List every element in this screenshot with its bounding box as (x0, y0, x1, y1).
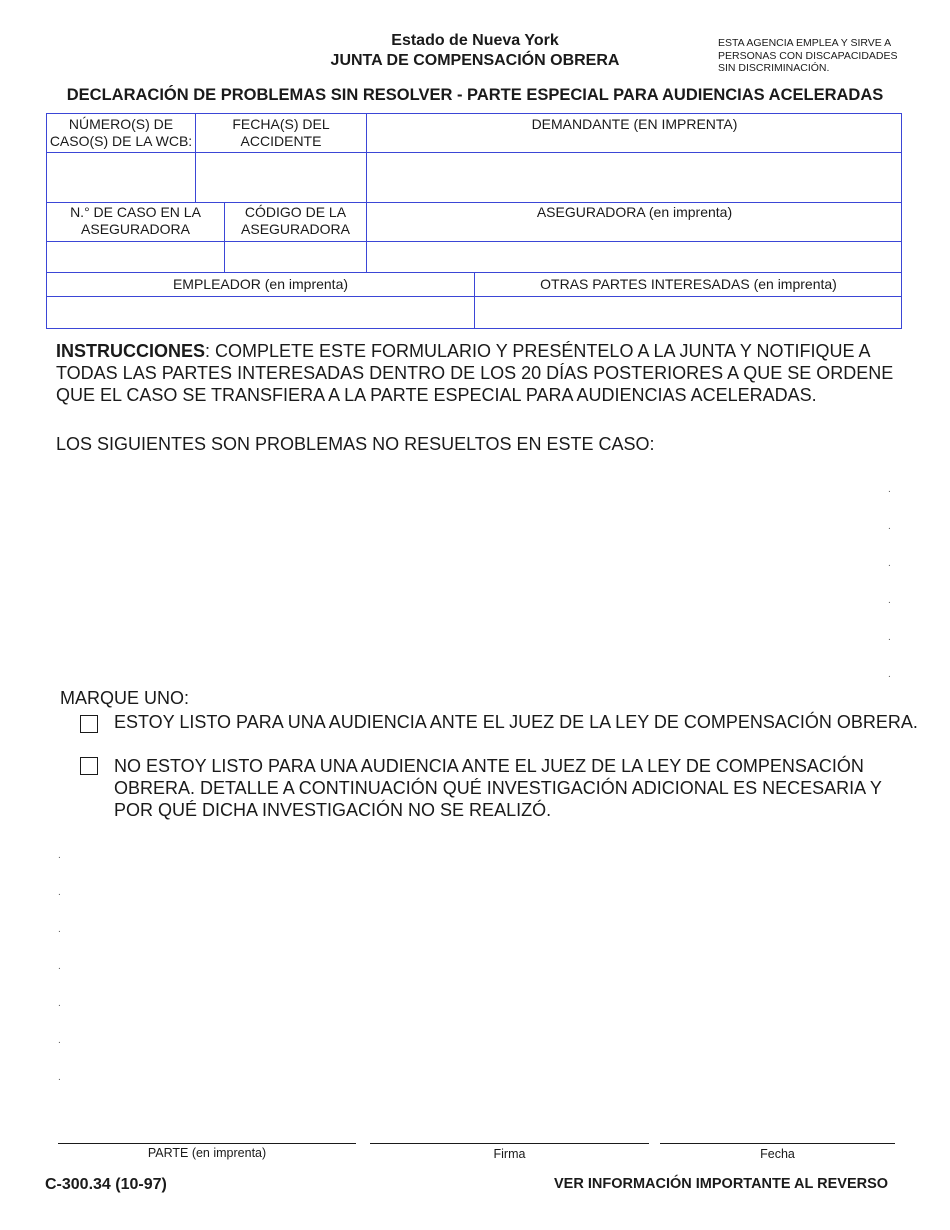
label-line: FECHA(S) DEL (232, 116, 330, 132)
label-line: CÓDIGO DE LA (244, 204, 347, 220)
line-dot: . (58, 961, 61, 972)
carrier-field[interactable] (367, 242, 901, 272)
mark-one-label: MARQUE UNO: (60, 688, 190, 708)
claimant-label: DEMANDANTE (EN IMPRENTA) (531, 116, 738, 132)
line-dot: . (58, 1072, 61, 1083)
party-label: PARTE (en imprenta) (147, 1146, 267, 1160)
notice-line: SIN DISCRIMINACIÓN. (718, 62, 830, 74)
ready-checkbox[interactable] (80, 715, 98, 733)
employer-label: EMPLEADOR (en imprenta) (172, 276, 349, 292)
line-dot: . (888, 521, 891, 532)
board-title: JUNTA DE COMPENSACIÓN OBRERA (330, 52, 620, 69)
not-ready-checkbox[interactable] (80, 757, 98, 775)
see-reverse-note: VER INFORMACIÓN IMPORTANTE AL REVERSO (554, 1176, 889, 1192)
party-line (58, 1143, 356, 1144)
carrier-case-number-label (47, 204, 224, 238)
label-line: ASEGURADORA (81, 221, 190, 237)
accident-date-field[interactable] (196, 153, 366, 202)
other-parties-field[interactable] (475, 297, 901, 328)
wcb-case-number-label (47, 116, 195, 150)
notice-line: PERSONAS CON DISCAPACIDADES (718, 49, 898, 62)
carrier-case-number-field[interactable] (47, 242, 224, 272)
line-dot: . (888, 484, 891, 495)
line-dot: . (58, 924, 61, 935)
wcb-case-number-field[interactable] (47, 153, 195, 202)
claimant-field[interactable] (367, 153, 901, 202)
form-number: C-300.34 (10-97) (45, 1176, 167, 1193)
signature-line (370, 1143, 649, 1144)
line-dot: . (888, 595, 891, 606)
line-dot: . (888, 558, 891, 569)
carrier-code-label (225, 204, 366, 238)
notice-line: ESTA AGENCIA EMPLEA Y SIRVE A (718, 37, 892, 49)
instructions (56, 340, 916, 406)
accident-date-label (196, 116, 366, 150)
label-line: NÚMERO(S) DE (68, 116, 174, 132)
date-field[interactable] (660, 1118, 895, 1143)
form-title: DECLARACIÓN DE PROBLEMAS SIN RESOLVER - PARTE ESPECIAL PARA AUDIENCIAS ACELERADAS (66, 86, 884, 104)
other-parties-label: OTRAS PARTES INTERESADAS (en imprenta) (540, 276, 837, 292)
unresolved-issues-area[interactable] (56, 462, 896, 682)
line-dot: . (888, 669, 891, 680)
non-discrimination-notice (718, 37, 918, 75)
not-ready-option-label: NO ESTOY LISTO PARA UNA AUDIENCIA ANTE EL JUEZ DE LA LEY DE COMPENSACIÓN OBRERA. DETALLE A CONTINUACIÓN QUÉ INVESTIGACIÓN ADICIONAL ES NECESARIA Y POR QUÉ DICHA INVESTIGACIÓN NO SE REALIZÓ. (114, 756, 882, 820)
line-dot: . (58, 1035, 61, 1046)
signature-field[interactable] (370, 1118, 649, 1143)
label-line: N.° DE CASO EN LA (70, 204, 201, 220)
ready-option-label: ESTOY LISTO PARA UNA AUDIENCIA ANTE EL JUEZ DE LA LEY DE COMPENSACIÓN OBRERA. (114, 712, 918, 732)
label-line: CASO(S) DE LA WCB: (49, 133, 193, 149)
line-dot: . (888, 632, 891, 643)
line-dot: . (58, 887, 61, 898)
date-line (660, 1143, 895, 1144)
employer-field[interactable] (47, 297, 474, 328)
carrier-code-field[interactable] (225, 242, 366, 272)
party-name-field[interactable] (58, 1118, 356, 1143)
line-dot: . (58, 998, 61, 1009)
additional-investigation-area[interactable] (56, 840, 896, 1090)
date-label: Fecha (760, 1147, 795, 1161)
line-dot: . (58, 850, 61, 861)
label-line: ACCIDENTE (240, 133, 322, 149)
carrier-label: ASEGURADORA (en imprenta) (536, 204, 733, 220)
label-line: ASEGURADORA (241, 221, 350, 237)
state-title: Estado de Nueva York (391, 32, 559, 49)
instructions-label: INSTRUCCIONES (56, 341, 206, 361)
instructions-text: : COMPLETE ESTE FORMULARIO Y PRESÉNTELO A LA JUNTA Y NOTIFIQUE A TODAS LAS PARTES INTERESADAS DENTRO DE LOS 20 DÍAS POSTERIORES A QUE SE ORDENE QUE EL CASO SE TRANSFIERA A LA PARTE ESPECIAL PARA AUDIENCIAS ACELERADAS. (56, 341, 894, 405)
signature-label: Firma (493, 1147, 526, 1161)
unresolved-issues-heading: LOS SIGUIENTES SON PROBLEMAS NO RESUELTOS EN ESTE CASO: (56, 434, 655, 454)
